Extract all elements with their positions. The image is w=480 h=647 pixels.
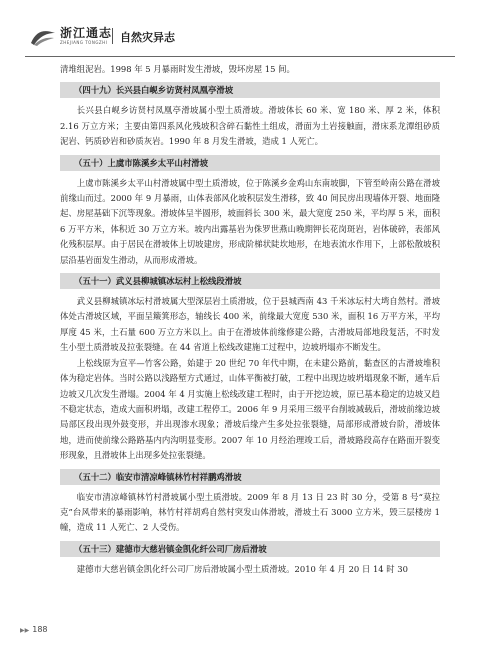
heading-50: （五十）上虞市陈溪乡太平山村滑坡 bbox=[60, 155, 440, 171]
logo bbox=[30, 24, 120, 52]
page-footer bbox=[20, 625, 48, 634]
heading-53: （五十三）建德市大慈岩镇金凯化纤公司厂房后滑坡 bbox=[60, 541, 440, 557]
paragraph-49: 长兴县白岘乡访贤村凤凰亭滑坡属小型土质滑坡。滑坡体长 60 米、宽 180 米、厚 2 米，体积 2.16 万立方米；主要由第四系风化残坡积含碎石黏性土组成，滑面为土岩接触面，滑床系龙潭组砂质泥岩、钙质砂岩和砂质灰岩。1990 年 8 月发生滑坡，造成 1 人死亡。 bbox=[60, 105, 440, 147]
header-divider bbox=[112, 28, 113, 44]
heading-52: （五十二）临安市清凉峰镇林竹村祥鹏鸡滑坡 bbox=[60, 469, 440, 485]
page-marker-icon: ▶▶ bbox=[20, 627, 30, 634]
page-body bbox=[60, 62, 440, 577]
header-rule bbox=[25, 56, 455, 57]
paragraph-continued: 清堆组泥岩。1998 年 5 月暴雨时发生滑坡，毁坏房屋 15 间。 bbox=[60, 64, 295, 74]
page-number: 188 bbox=[32, 625, 48, 634]
logo-subtitle: ZHEJIANG TONGZHI bbox=[60, 40, 108, 45]
page-header bbox=[0, 0, 480, 60]
paragraph-51a: 武义县柳城镇冰坛村滑坡属大型深层岩土质滑坡，位于县城西南 43 千米冰坛村大塆自然村。滑坡体处古滑坡区域，平面呈簸箕形态，轴线长 400 米，前缘最大宽度 530 米，面积 16 万平方米，平均厚度 45 米，土石量 600 万立方米以上。由于在滑坡体前缘修建公路，古滑坡局部地段复活，不时发生小型土质滑坡及拉张裂缝。在 44 省道上松线改建施工过程中，边坡坍塌亦不断发生。 bbox=[60, 296, 440, 353]
heading-51: （五十一）武义县柳城镇冰坛村上松线段滑坡 bbox=[60, 273, 440, 289]
section-title: 自然灾异志 bbox=[120, 31, 175, 44]
heading-49: （四十九）长兴县白岘乡访贤村凤凰亭滑坡 bbox=[60, 82, 440, 98]
logo-title: 浙江通志 bbox=[60, 26, 113, 40]
paragraph-50: 上虞市陈溪乡太平山村滑坡属中型土质滑坡，位于陈溪乡金鸡山东南坡脚，下管至岭南公路在滑坡前缘山而过。2000 年 9 月暴雨，山体表部风化坡积层发生滑移，致 40 间民房出现墙体开裂、地面隆起、房屋基础下沉等现象。滑坡体呈半圆形，坡面斜长 300 米，最大宽度 250 米，平均厚 5 米，面积 6 万平方米，体积近 30 万立方米。坡内出露基岩为侏罗世燕山晚期钾长花岗斑岩，岩体破碎，表部风化残积层厚。由于居民在滑坡体上切坡建房，形成阶梯状陡坎地形，在地表流水作用下，上部松散坡积层沿基岩面发生滑动，从而形成滑坡。 bbox=[60, 177, 440, 265]
paragraph-52: 临安市清凉峰镇林竹村滑坡属小型土质滑坡。2009 年 8 月 13 日 23 时 30 分，受第 8 号“莫拉克”台风带来的暴雨影响，林竹村祥胡鸡自然村突发山体滑坡，滑坡土石 3000 立方米，毁三层楼房 1 幢，造成 11 人死亡、2 人受伤。 bbox=[60, 491, 440, 533]
logo-emblem-icon bbox=[30, 27, 56, 47]
paragraph-51b: 上松线原为宣平—竹客公路，始建于 20 世纪 70 年代中期，在未建公路前，黏查区的古滑坡堆积体为稳定岩体。当时公路以浅路堑方式通过，山体平衡被打破，工程中出现边坡坍塌现象不断，通车后边坡又几次发生滑塌。2004 年 4 月实施上松线改建工程时，由于开挖边坡，原已基本稳定的边坡又趋不稳定状态，造成大面积坍塌，改建工程停工。2006 年 9 月采用三级平台削坡减载后，滑坡前缘边坡局部区段出现外鼓变形，并出现渗水现象；滑坡后缘产生多处拉张裂缝，局部形成滑坡台阶，滑坡体地，进而使前缘公路路基内内沟明显变形。2007 年 10 月经治理竣工后，滑坡路段高存在路面开裂变形现象，且滑坡体上出现多处拉张裂缝。 bbox=[60, 357, 440, 461]
paragraph-53: 建德市大慈岩镇金凯化纤公司厂房后滑坡属小型土质滑坡。2010 年 4 月 20 日 14 时 30 bbox=[76, 563, 408, 574]
